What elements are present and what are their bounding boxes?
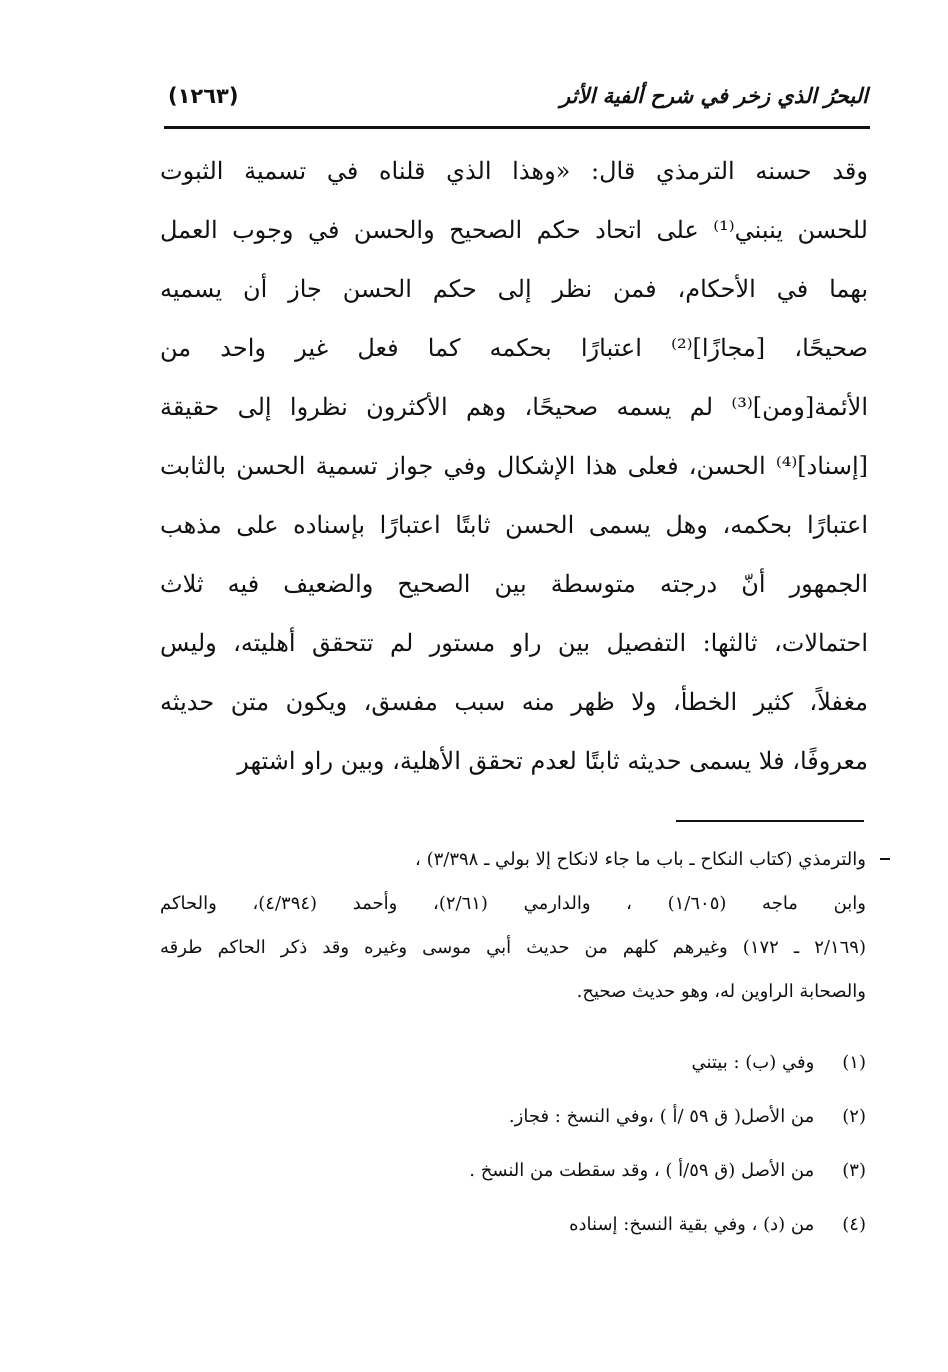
- footnote-text: وفي (ب) : بيتني: [691, 1052, 815, 1073]
- text-line: وقد حسنه الترمذي قال: «وهذا الذي قلناه في تسمية الثبوت: [160, 157, 868, 185]
- footnote-item: [160, 1090, 866, 1144]
- text-line: الأئمة[ومن]⁽³⁾ لم يسمه صحيحًا، وهم الأكثرون نظروا إلى حقيقة: [160, 393, 868, 421]
- text-line: معروفًا، فلا يسمى حديثه ثابتًا لعدم تحقق الأهلية، وبين راو اشتهر: [237, 747, 868, 775]
- footnotes-list: [160, 1036, 866, 1252]
- footnote-text: من الأصل( ق ٥٩ /أ ) ،وفي النسخ : فجاز.: [508, 1106, 815, 1127]
- text-line: احتمالات، ثالثها: التفصيل بين راو مستور لم تتحقق أهليته، وليس: [160, 629, 868, 657]
- text-line: صحيحًا، [مجازًا]⁽²⁾ اعتبارًا بحكمه كما فعل غير واحد من: [160, 334, 868, 362]
- footnote-item: [160, 1036, 866, 1090]
- main-text: [160, 142, 868, 791]
- text-line: مغفلاً، كثير الخطأ، ولا ظهر منه سبب مفسق، ويكون متن حديثه: [160, 688, 868, 716]
- footnote-continuation: [160, 838, 866, 1014]
- footnote-number: (١): [842, 1052, 866, 1073]
- continuation-mark: [880, 858, 890, 860]
- running-title: البحرُ الذي زخر في شرح ألفية الأثر: [560, 84, 868, 108]
- text-line: بهما في الأحكام، فمن نظر إلى حكم الحسن جاز أن يسميه: [160, 275, 868, 303]
- page-number: (١٢٦٣): [168, 84, 239, 108]
- footnote-text: من (د) ، وفي بقية النسخ: إسناده: [569, 1214, 815, 1235]
- footnote-item: [160, 1144, 866, 1198]
- footnote-line: (٢/١٦٩ ـ ١٧٢) وغيرهم كلهم من حديث أبي موسى وغيره وقد ذكر الحاكم طرقه: [160, 937, 866, 958]
- footnote-text: من الأصل (ق ٥٩/أ ) ، وقد سقطت من النسخ .: [469, 1160, 815, 1181]
- text-line: للحسن ينبني⁽¹⁾ على اتحاد حكم الصحيح والحسن في وجوب العمل: [160, 216, 868, 244]
- footnote-line: وابن ماجه (١/٦٠٥) ، والدارمي (٢/٦١)، وأحمد (٤/٣٩٤)، والحاكم: [160, 893, 866, 914]
- header-rule: [164, 126, 870, 129]
- footnote-number: (٢): [842, 1106, 866, 1127]
- footnote-line: والصحابة الراوين له، وهو حديث صحيح.: [576, 981, 866, 1002]
- footnote-line: والترمذي (كتاب النكاح ـ باب ما جاء لانكاح إلا بولي ـ ٣/٣٩٨) ،: [415, 849, 866, 870]
- text-line: اعتبارًا بحكمه، وهل يسمى الحسن ثابتًا اعتبارًا بإسناده على مذهب: [160, 511, 868, 539]
- footnote-separator: [676, 820, 864, 822]
- page-header: [168, 80, 868, 120]
- footnote-number: (٤): [842, 1214, 866, 1235]
- text-line: [إسناد]⁽⁴⁾ الحسن، فعلى هذا الإشكال وفي جواز تسمية الحسن بالثابت: [160, 452, 868, 480]
- text-line: الجمهور أنّ درجته متوسطة بين الصحيح والضعيف فيه ثلاث: [160, 570, 868, 598]
- footnote-number: (٣): [842, 1160, 866, 1181]
- footnote-item: [160, 1198, 866, 1252]
